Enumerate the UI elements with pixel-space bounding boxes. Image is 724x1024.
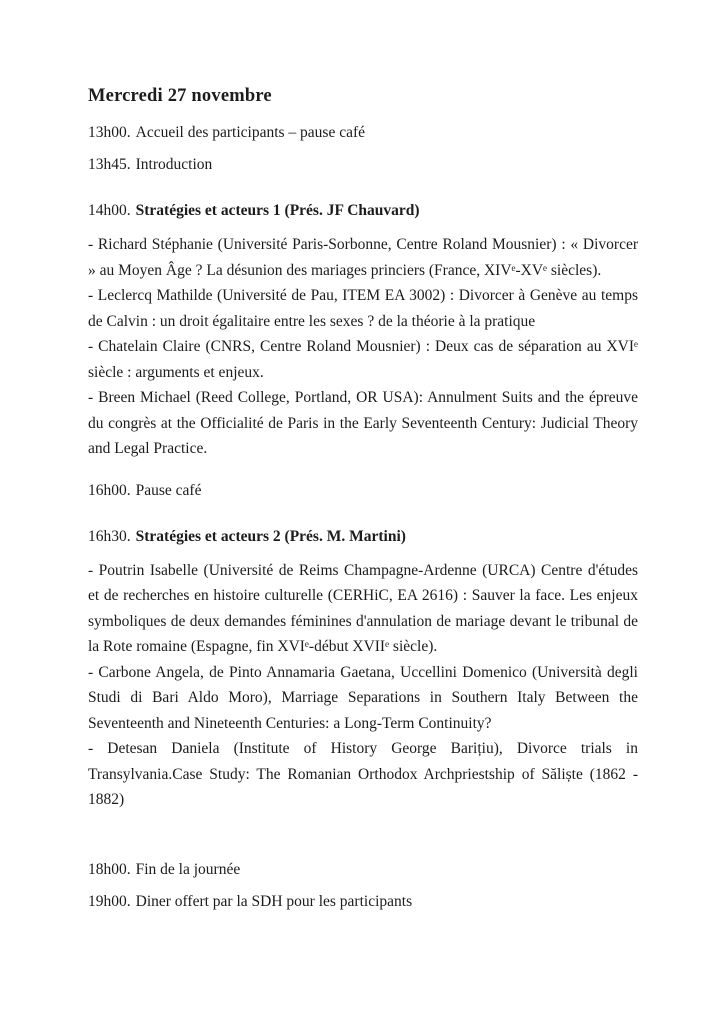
paper-paragraph: - Leclercq Mathilde (Université de Pau, ITEM EA 3002) : Divorcer à Genève au temps de Calvin : un droit égalitaire entre les sexes ? de la théorie à la pratique — [88, 287, 638, 330]
session-time: 14h00. — [88, 202, 131, 219]
session-2-papers — [88, 558, 638, 813]
paper-paragraph: - Detesan Daniela (Institute of History George Barițiu), Divorce trials in Transylvania.Case Study: The Romanian Orthodox Archpriestship of Săliște (1862 - 1882) — [88, 740, 638, 808]
event-label: Pause café — [135, 481, 202, 499]
session-title: Stratégies et acteurs 2 (Prés. M. Martini) — [135, 527, 406, 545]
session-heading-2 — [88, 524, 638, 549]
event-time: 13h00. — [88, 124, 131, 141]
event-label: Introduction — [135, 156, 213, 173]
session-1-papers — [88, 232, 638, 462]
event-time: 13h45. — [88, 156, 131, 173]
session-heading-1 — [88, 198, 638, 223]
schedule-entry-day-end — [88, 857, 638, 882]
event-time: 16h00. — [88, 481, 131, 499]
event-time: 19h00. — [88, 892, 131, 910]
schedule-entry-dinner — [88, 889, 638, 914]
paper-paragraph: - Carbone Angela, de Pinto Annamaria Gaetana, Uccellini Domenico (Università degli Studi di Bari Aldo Moro), Marriage Separations in Southern Italy Between the Seventeenth and Nineteenth Centuries: a Long-Term Continuity? — [88, 663, 638, 732]
paper-paragraph: - Breen Michael (Reed College, Portland, OR USA): Annulment Suits and the épreuve du congrès at the Officialité de Paris in the Early Seventeenth Century: Judicial Theory and Legal Practice. — [88, 389, 638, 457]
schedule-entry-welcome — [88, 120, 638, 145]
schedule-entry-introduction — [88, 152, 638, 177]
paper-paragraph: - Poutrin Isabelle (Université de Reims Champagne-Ardenne (URCA) Centre d'études et de recherches en histoire culturelle (CERHiC, EA 2616) : Sauver la face. Les enjeux symboliques de deux demandes féminines d'annulation de mariage devant le tribunal de la Rote romaine (Espagne, fin XVIᵉ-début XVIIᵉ siècle). — [88, 561, 638, 655]
event-label: Accueil des participants – pause café — [135, 124, 366, 141]
session-title: Stratégies et acteurs 1 (Prés. JF Chauvard) — [135, 202, 420, 219]
paper-paragraph: - Richard Stéphanie (Université Paris-Sorbonne, Centre Roland Mousnier) : « Divorcer » au Moyen Âge ? La désunion des mariages princiers (France, XIVᵉ-XVᵉ siècles). — [88, 236, 638, 279]
schedule-entry-pause — [88, 478, 638, 503]
day-title: Mercredi 27 novembre — [88, 86, 272, 106]
event-label: Diner offert par la SDH pour les participants — [135, 892, 413, 910]
event-time: 18h00. — [88, 860, 131, 878]
paper-paragraph: - Chatelain Claire (CNRS, Centre Roland Mousnier) : Deux cas de séparation au XVIᵉ siècle : arguments et enjeux. — [88, 338, 638, 381]
session-time: 16h30. — [88, 527, 131, 545]
event-label: Fin de la journée — [135, 860, 241, 878]
